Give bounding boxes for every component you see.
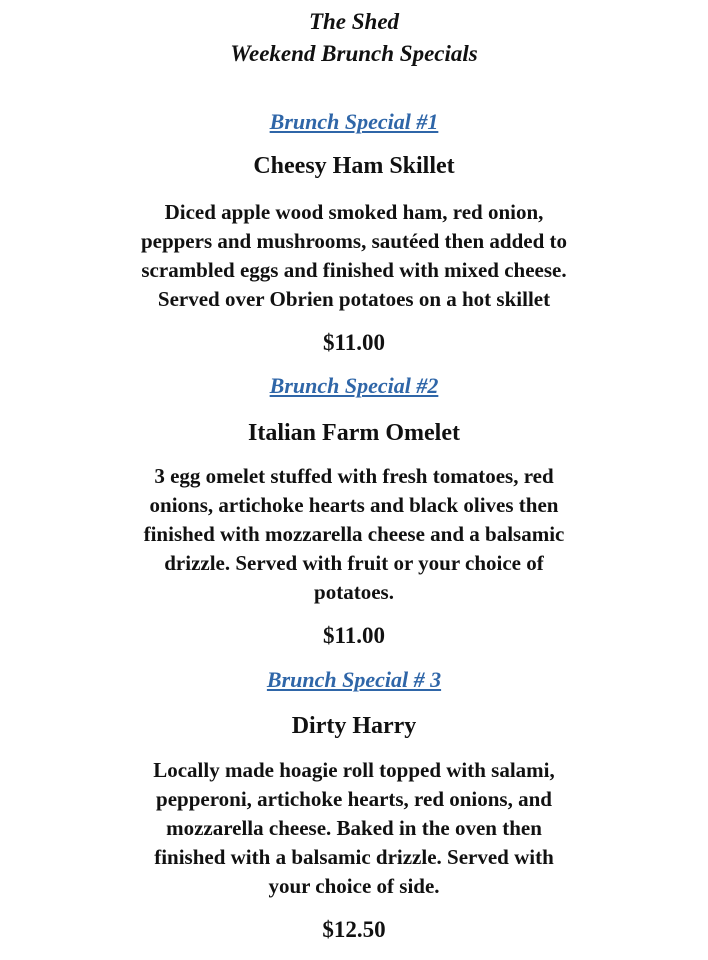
- description-line: Served over Obrien potatoes on a hot skillet: [157, 287, 551, 311]
- description-line: mozzarella cheese. Baked in the oven then: [166, 816, 542, 840]
- special-2-label[interactable]: Brunch Special #2: [269, 373, 439, 398]
- description-line: your choice of side.: [268, 874, 440, 898]
- restaurant-name: The Shed: [308, 9, 400, 34]
- description-line: peppers and mushrooms, sautéed then added to: [140, 229, 568, 253]
- description-line: potatoes.: [314, 580, 394, 604]
- description-line: 3 egg omelet stuffed with fresh tomatoes, red: [154, 464, 554, 488]
- description-line: finished with a balsamic drizzle. Served with: [154, 845, 554, 869]
- special-1-dish-name: Cheesy Ham Skillet: [253, 153, 455, 179]
- description-line: drizzle. Served with fruit or your choice of: [164, 551, 544, 575]
- special-3-label[interactable]: Brunch Special # 3: [266, 667, 442, 692]
- menu-title: Weekend Brunch Specials: [230, 41, 478, 66]
- special-3-dish-name: Dirty Harry: [291, 713, 417, 739]
- description-line: onions, artichoke hearts and black olives then: [149, 493, 559, 517]
- special-3-price: $12.50: [322, 917, 386, 942]
- special-1-description: [0, 198, 708, 314]
- description-line: scrambled eggs and finished with mixed cheese.: [141, 258, 567, 282]
- description-line: pepperoni, artichoke hearts, red onions, and: [156, 787, 552, 811]
- description-line: finished with mozzarella cheese and a balsamic: [143, 522, 565, 546]
- special-2-price: $11.00: [323, 623, 385, 648]
- description-line: Diced apple wood smoked ham, red onion,: [164, 200, 544, 224]
- special-2-description: [0, 462, 708, 607]
- special-2-dish-name: Italian Farm Omelet: [248, 420, 460, 446]
- special-1-label[interactable]: Brunch Special #1: [269, 109, 439, 134]
- description-line: Locally made hoagie roll topped with salami,: [153, 758, 555, 782]
- special-1-price: $11.00: [323, 330, 385, 355]
- special-3-description: [0, 756, 708, 901]
